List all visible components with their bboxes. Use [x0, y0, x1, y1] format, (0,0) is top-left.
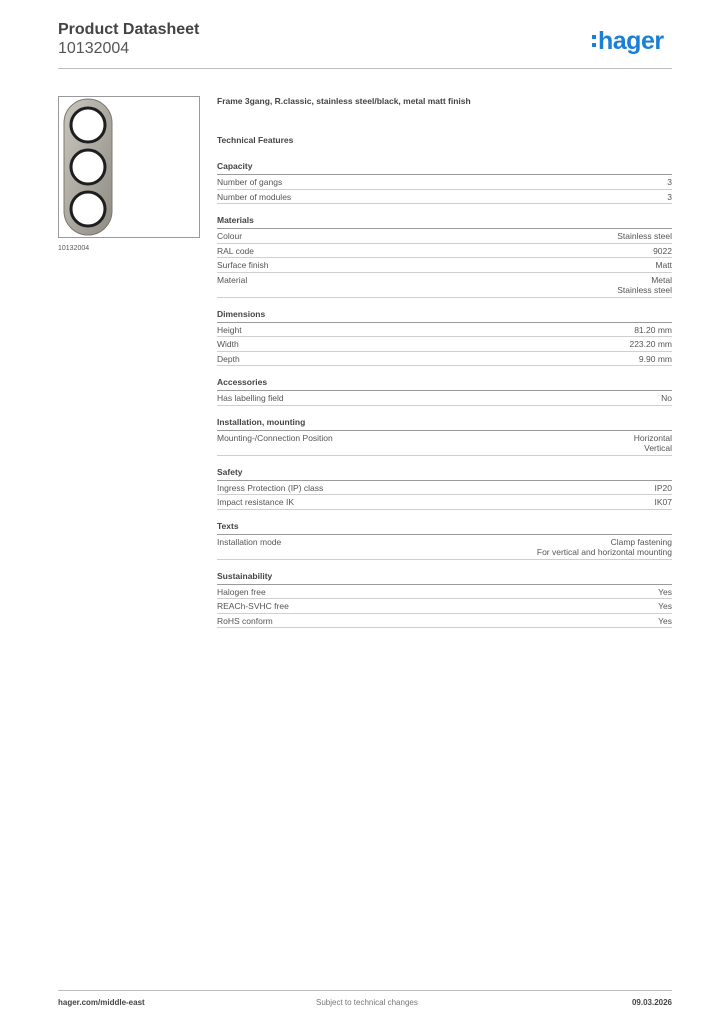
section-title: Capacity — [217, 161, 672, 175]
feature-label: Installation mode — [217, 536, 282, 547]
feature-row — [217, 244, 672, 259]
feature-row — [217, 175, 672, 190]
feature-value-line: Matt — [655, 260, 672, 270]
feature-label: Width — [217, 339, 239, 349]
feature-value — [658, 601, 672, 612]
feature-row — [217, 337, 672, 352]
feature-label: Ingress Protection (IP) class — [217, 482, 324, 493]
feature-value-line: 223.20 mm — [629, 339, 672, 349]
feature-value-line: Yes — [658, 615, 672, 626]
feature-label: Material — [217, 274, 248, 285]
feature-value — [667, 192, 672, 203]
feature-label: Halogen free — [217, 586, 266, 597]
feature-value — [658, 616, 672, 627]
feature-value — [639, 354, 672, 365]
frame-3gang-icon — [59, 97, 199, 237]
section-title: Texts — [217, 521, 672, 535]
page-title: Product Datasheet — [58, 21, 200, 38]
footer-date: 09.03.2026 — [631, 998, 672, 1007]
feature-value-line: Clamp fastening — [610, 536, 672, 547]
feature-value — [655, 497, 673, 508]
feature-row — [217, 614, 672, 629]
feature-value — [634, 325, 672, 336]
feature-row — [217, 599, 672, 614]
logo-text: hager — [598, 27, 664, 55]
feature-value — [655, 483, 673, 494]
section-capacity — [217, 161, 672, 204]
feature-row — [217, 258, 672, 273]
feature-label: Number of modules — [217, 191, 292, 202]
feature-value-line: 9022 — [653, 245, 672, 256]
feature-label: RAL code — [217, 245, 255, 256]
feature-value — [661, 393, 672, 404]
feature-value-line: Yes — [658, 601, 672, 611]
feature-value — [634, 433, 672, 454]
section-title: Dimensions — [217, 309, 672, 323]
feature-label: Impact resistance IK — [217, 497, 295, 507]
feature-value — [653, 246, 672, 257]
footer-divider — [58, 990, 672, 991]
image-caption: 10132004 — [58, 245, 90, 252]
feature-label: Height — [217, 324, 242, 335]
feature-label: Surface finish — [217, 260, 269, 270]
feature-label: Depth — [217, 353, 240, 364]
section-title: Installation, mounting — [217, 417, 672, 431]
product-id: 10132004 — [58, 40, 130, 57]
feature-label: Has labelling field — [217, 393, 284, 403]
feature-row — [217, 229, 672, 244]
feature-label: Number of gangs — [217, 177, 283, 187]
feature-row — [217, 481, 672, 496]
feature-value-line: IK07 — [654, 497, 672, 507]
feature-row — [217, 535, 672, 560]
technical-features-title: Technical Features — [217, 135, 294, 145]
footer-website: hager.com/middle-east — [58, 998, 145, 1007]
feature-value-line: 9.90 mm — [638, 353, 672, 364]
section-installation-mounting — [217, 417, 672, 456]
section-title: Accessories — [217, 377, 672, 391]
feature-value-line: Vertical — [644, 443, 672, 453]
feature-value-line: 3 — [667, 191, 672, 202]
feature-value — [658, 587, 672, 598]
feature-row — [217, 431, 672, 456]
hager-logo — [592, 28, 664, 54]
feature-label: Colour — [217, 231, 243, 241]
feature-row — [217, 323, 672, 338]
feature-value-line: For vertical and horizontal mounting — [536, 547, 672, 557]
section-sustainability — [217, 571, 672, 629]
feature-value-line: Stainless steel — [617, 285, 672, 295]
feature-value — [617, 275, 672, 296]
product-image — [58, 96, 200, 238]
feature-value-line: Stainless steel — [617, 231, 672, 241]
feature-sections — [217, 161, 672, 628]
header-divider — [58, 68, 672, 69]
product-description: Frame 3gang, R.classic, stainless steel/black, metal matt finish — [217, 96, 471, 106]
feature-value — [667, 177, 672, 188]
feature-value — [537, 537, 672, 558]
feature-value-line: IP20 — [654, 482, 672, 493]
feature-value-line: 81.20 mm — [634, 324, 672, 335]
section-title: Materials — [217, 215, 672, 229]
feature-label: Mounting-/Connection Position — [217, 432, 333, 443]
datasheet-main — [217, 96, 672, 639]
feature-row — [217, 352, 672, 367]
feature-value-line: 3 — [667, 177, 672, 187]
section-accessories — [217, 377, 672, 406]
feature-value — [655, 260, 672, 271]
feature-value — [617, 231, 672, 242]
page-header — [58, 20, 199, 58]
feature-label: RoHS conform — [217, 615, 273, 626]
feature-row — [217, 585, 672, 600]
section-title: Sustainability — [217, 571, 672, 585]
footer-notice: Subject to technical changes — [316, 998, 418, 1007]
feature-row — [217, 273, 672, 298]
section-dimensions — [217, 309, 672, 367]
feature-label: REACh-SVHC free — [217, 601, 289, 611]
feature-row — [217, 190, 672, 205]
section-safety — [217, 467, 672, 510]
feature-row — [217, 495, 672, 510]
feature-value-line: Yes — [658, 586, 672, 597]
feature-value-line: No — [661, 393, 672, 403]
feature-row — [217, 391, 672, 406]
section-title: Safety — [217, 467, 672, 481]
feature-value-line: Metal — [651, 274, 672, 285]
section-materials — [217, 215, 672, 298]
section-texts — [217, 521, 672, 560]
feature-value-line: Horizontal — [633, 432, 672, 443]
feature-value — [629, 339, 672, 350]
